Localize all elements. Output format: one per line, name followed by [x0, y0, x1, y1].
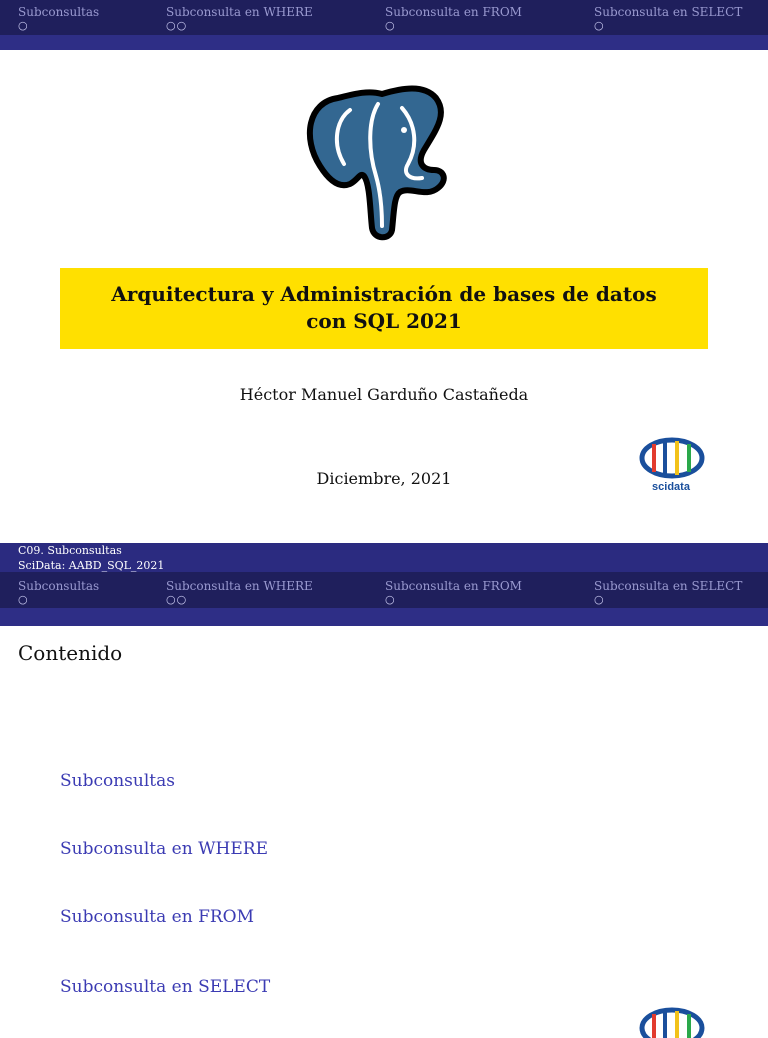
footer — [0, 543, 768, 572]
nav-label: Subconsulta en SELECT — [594, 5, 743, 19]
author: Héctor Manuel Garduño Castañeda — [239, 385, 529, 404]
nav-label: Subconsulta en WHERE — [166, 5, 313, 19]
nav-section-from[interactable] — [385, 580, 522, 606]
date: Diciembre, 2021 — [316, 469, 452, 488]
toc-item-where[interactable]: Subconsulta en WHERE — [60, 839, 268, 859]
nav-label: Subconsulta en FROM — [385, 579, 522, 593]
scidata-logo — [612, 408, 730, 518]
nav-dots[interactable]: ○ — [385, 19, 396, 32]
scidata-logo-text: scidata — [652, 481, 690, 493]
footer-short-title: C09. Subconsultas — [18, 544, 122, 557]
nav-dots[interactable]: ○ — [385, 593, 396, 606]
frame-title: Contenido — [18, 641, 123, 665]
title-box — [60, 268, 708, 349]
nav-label: Subconsultas — [18, 579, 100, 593]
nav-section-subconsultas[interactable] — [18, 580, 99, 606]
nav-section-from[interactable] — [385, 6, 522, 32]
nav-dots[interactable]: ○ — [18, 593, 29, 606]
footer-institute: SciData: AABD_SQL_2021 — [18, 559, 165, 572]
nav-label: Subconsultas — [18, 5, 100, 19]
title-line-2: con SQL 2021 — [306, 309, 462, 333]
nav-label: Subconsulta en FROM — [385, 5, 522, 19]
nav-dots[interactable]: ○ — [594, 593, 605, 606]
nav-dots[interactable]: ○○ — [166, 593, 188, 606]
postgresql-elephant-logo — [298, 80, 460, 242]
nav-dots[interactable]: ○ — [18, 19, 29, 32]
nav-strip — [0, 608, 768, 626]
nav-section-where[interactable] — [166, 580, 313, 606]
nav-bar-top — [0, 0, 768, 50]
nav-dots[interactable]: ○○ — [166, 19, 188, 32]
toc-item-select[interactable]: Subconsulta en SELECT — [60, 977, 271, 997]
nav-bar-second — [0, 572, 768, 626]
nav-section-subconsultas[interactable] — [18, 6, 99, 32]
nav-section-select[interactable] — [594, 580, 742, 606]
scidata-logo-partial — [612, 978, 730, 1038]
nav-strip — [0, 35, 768, 50]
nav-label: Subconsulta en WHERE — [166, 579, 313, 593]
toc-item-from[interactable]: Subconsulta en FROM — [60, 907, 255, 927]
toc-item-subconsultas[interactable]: Subconsultas — [60, 771, 175, 791]
nav-label: Subconsulta en SELECT — [594, 579, 743, 593]
title-line-1: Arquitectura y Administración de bases de datos — [111, 282, 657, 306]
nav-dots[interactable]: ○ — [594, 19, 605, 32]
nav-section-select[interactable] — [594, 6, 742, 32]
nav-section-where[interactable] — [166, 6, 313, 32]
